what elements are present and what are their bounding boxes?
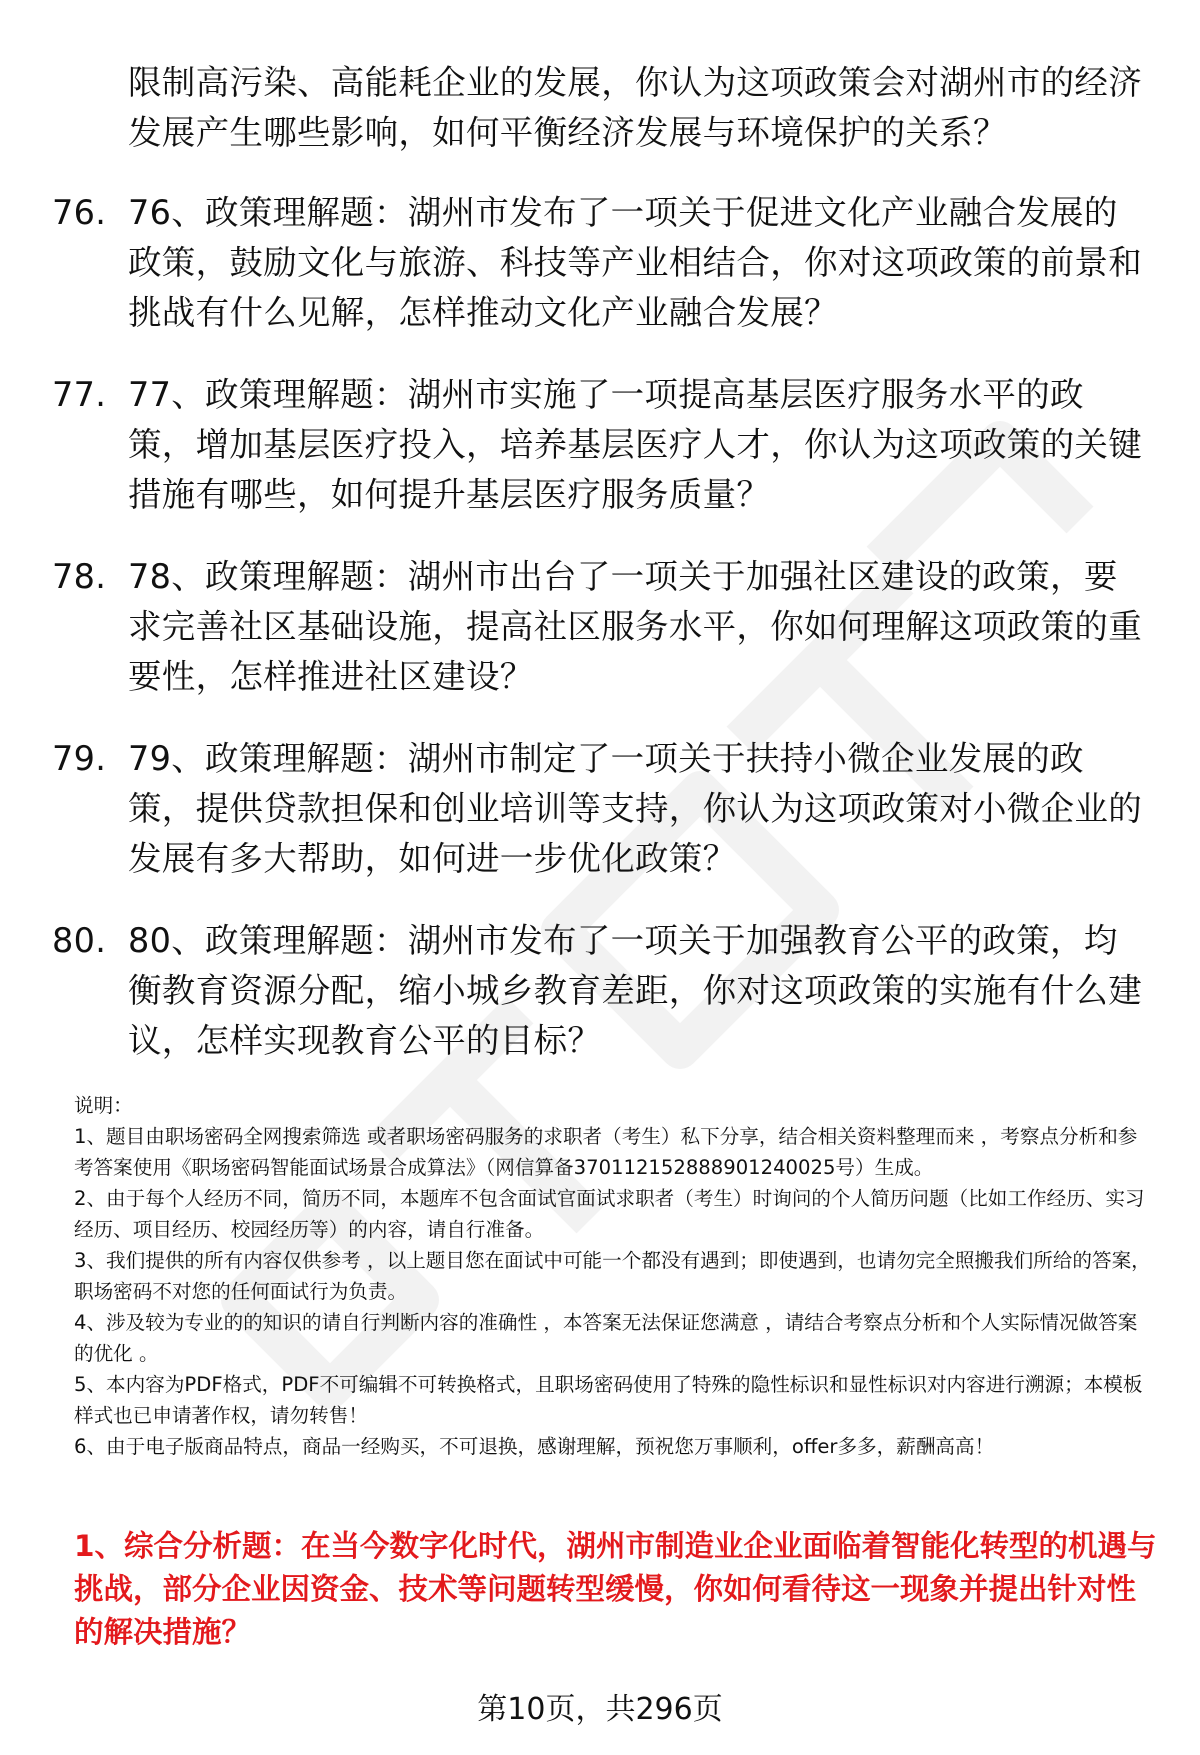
question-item (52, 370, 1152, 520)
question-text: 79、政策理解题：湖州市制定了一项关于扶持小微企业发展的政策，提供贷款担保和创业培训等支持，你认为这项政策对小微企业的发展有多大帮助，如何进一步优化政策？ (128, 739, 1142, 878)
question-item (52, 552, 1152, 702)
note-item: 4、涉及较为专业的的知识的请自行判断内容的准确性 ，本答案无法保证您满意 ，请结合考察点分析和个人实际情况做答案的优化 。 (74, 1311, 1138, 1365)
question-number: 78. (52, 557, 107, 596)
notes-title: 说明： (74, 1094, 133, 1117)
question-item (52, 916, 1152, 1066)
page-number-footer: 第10页，共296页 (477, 1692, 723, 1727)
highlighted-question: 1、综合分析题：在当今数字化时代，湖州市制造业企业面临着智能化转型的机遇与挑战，部分企业因资金、技术等问题转型缓慢，你如何看待这一现象并提出针对性的解决措施？ (74, 1529, 1157, 1649)
question-number: 76. (52, 193, 107, 232)
continued-question-text: 限制高污染、高能耗企业的发展，你认为这项政策会对湖州市的经济发展产生哪些影响，如何平衡经济发展与环境保护的关系？ (128, 63, 1142, 152)
question-text: 77、政策理解题：湖州市实施了一项提高基层医疗服务水平的政策，增加基层医疗投入，培养基层医疗人才，你认为这项政策的关键措施有哪些，如何提升基层医疗服务质量？ (128, 375, 1142, 514)
question-text: 80、政策理解题：湖州市发布了一项关于加强教育公平的政策，均衡教育资源分配，缩小城乡教育差距，你对这项政策的实施有什么建议，怎样实现教育公平的目标？ (128, 921, 1142, 1060)
question-text: 76、政策理解题：湖州市发布了一项关于促进文化产业融合发展的政策，鼓励文化与旅游、科技等产业相结合，你对这项政策的前景和挑战有什么见解，怎样推动文化产业融合发展？ (128, 193, 1142, 332)
question-number: 80. (52, 921, 107, 960)
note-item: 3、我们提供的所有内容仅供参考 ，以上题目您在面试中可能一个都没有遇到；即使遇到，也请勿完全照搬我们所给的答案，职场密码不对您的任何面试行为负责。 (74, 1249, 1151, 1303)
question-number: 77. (52, 375, 107, 414)
question-item (52, 188, 1152, 338)
note-item: 5、本内容为PDF格式，PDF不可编辑不可转换格式，且职场密码使用了特殊的隐性标识和显性标识对内容进行溯源；本模板样式也已申请著作权，请勿转售！ (74, 1373, 1143, 1427)
question-number: 79. (52, 739, 107, 778)
notes-section (74, 1090, 1154, 1462)
question-item (52, 734, 1152, 884)
note-item: 2、由于每个人经历不同，简历不同，本题库不包含面试官面试求职者（考生）时询问的个人简历问题（比如工作经历、实习经历、项目经历、校园经历等）的内容，请自行准备。 (74, 1187, 1145, 1241)
note-item: 1、题目由职场密码全网搜索筛选 或者职场密码服务的求职者（考生）私下分享，结合相关资料整理而来 ，考察点分析和参考答案使用《职场密码智能面试场景合成算法》（网信算备370112152888901240025号）生成。 (74, 1125, 1138, 1179)
note-item: 6、由于电子版商品特点，商品一经购买，不可退换，感谢理解，预祝您万事顺利，offer多多，薪酬高高！ (74, 1435, 995, 1458)
question-text: 78、政策理解题：湖州市出台了一项关于加强社区建设的政策，要求完善社区基础设施，提高社区服务水平，你如何理解这项政策的重要性，怎样推进社区建设？ (128, 557, 1142, 696)
